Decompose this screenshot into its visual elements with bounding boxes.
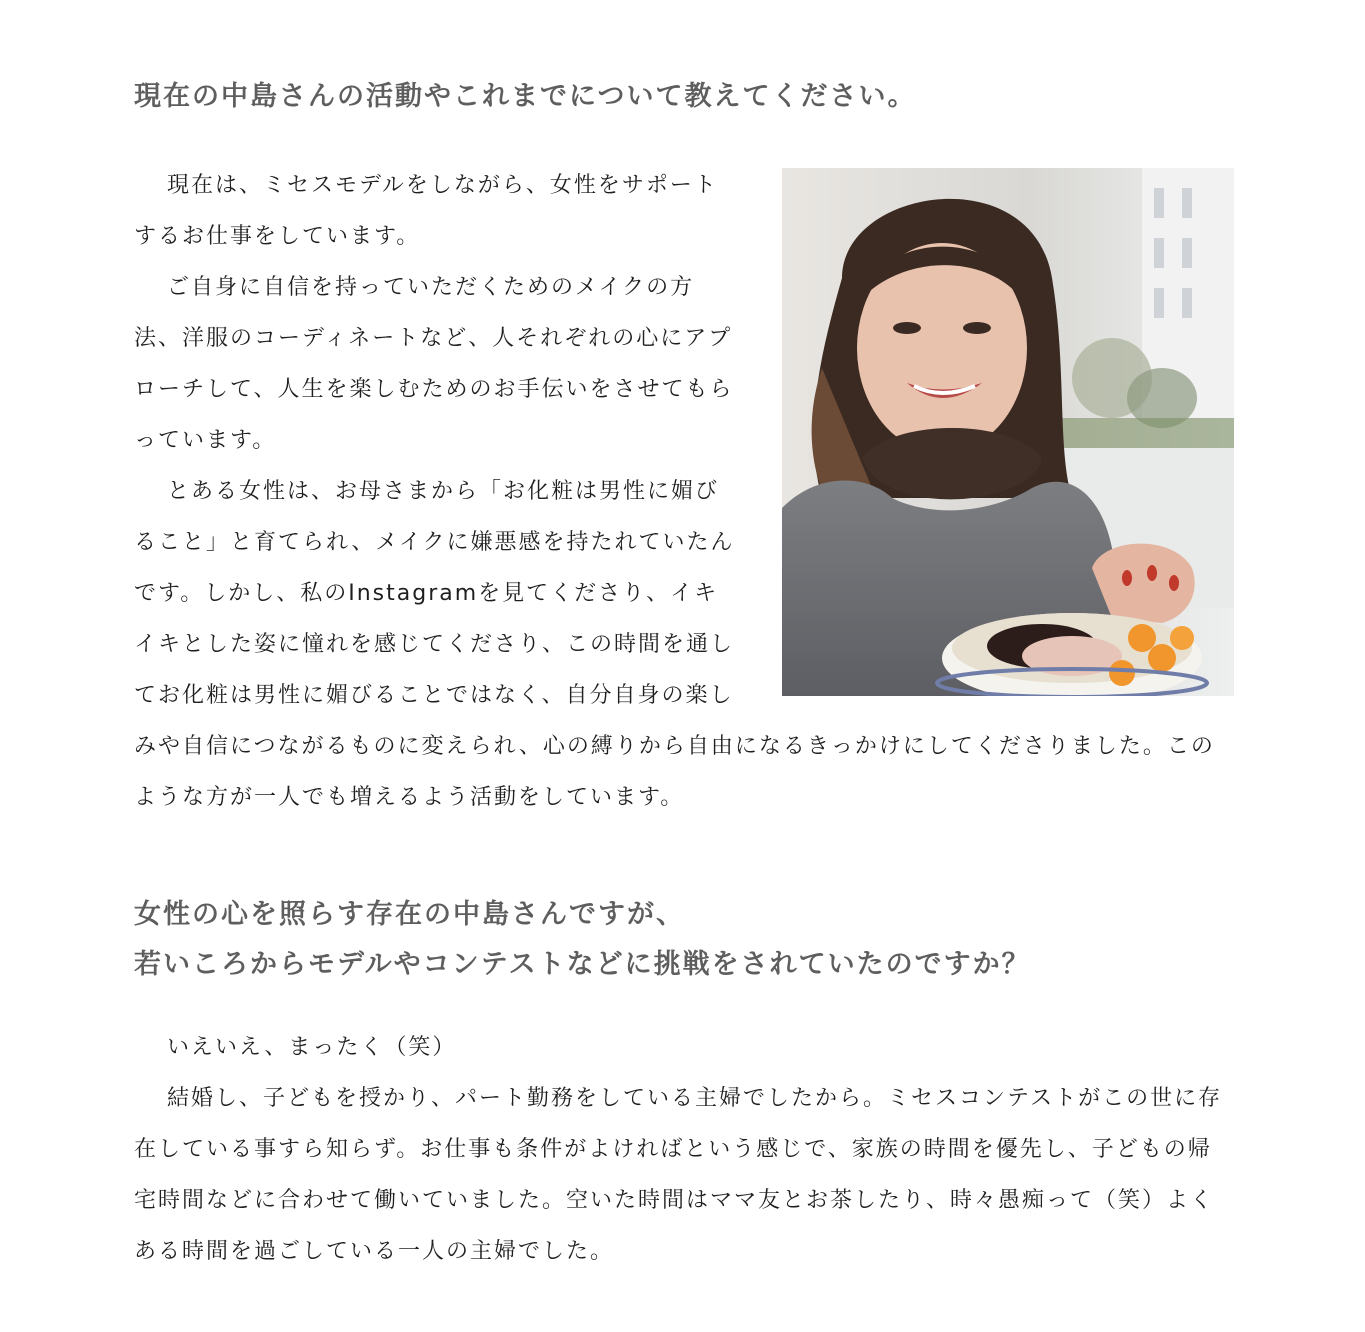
section1-paragraph-1: 現在は、ミセスモデルをしながら、女性をサポートするお仕事をしています。	[134, 173, 718, 249]
section2-body	[134, 1022, 1234, 1277]
section1-body	[134, 160, 1234, 823]
portrait-photo	[782, 168, 1234, 696]
section2-heading-line2: 若いころからモデルやコンテストなどに挑戦をされていたのですか？	[134, 949, 1031, 980]
section2-paragraph-1: いえいえ、まったく（笑）	[167, 1035, 457, 1060]
section1-paragraph-3: とある女性は、お母さまから「お化粧は男性に媚びること」と育てられ、メイクに嫌悪感を持たれていたんです。しかし、私のInstagramを見てくださり、イキイキとした姿に憧れを感じてくださり、この時間を通してお化粧は男性に媚びることではなく、自分自身の楽しみや自信につながるものに変えられ、心の縛りから自由になるきっかけにしてくださりました。このような方が一人でも増えるよう活動をしています。	[134, 479, 1215, 810]
section2-paragraph-2: 結婚し、子どもを授かり、パート勤務をしている主婦でしたから。ミセスコンテストがこの世に存在している事すら知らず。お仕事も条件がよければという感じで、家族の時間を優先し、子どもの帰宅時間などに合わせて働いていました。空いた時間はママ友とお茶したり、時々愚痴って（笑）よくある時間を過ごしている一人の主婦でした。	[134, 1086, 1223, 1264]
photo-illustration-icon	[782, 168, 1234, 696]
section2-heading-line1: 女性の心を照らす存在の中島さんですが、	[134, 899, 685, 930]
section1-heading: 現在の中島さんの活動やこれまでについて教えてください。	[134, 81, 917, 112]
section1-paragraph-2: ご自身に自信を持っていただくためのメイクの方法、洋服のコーディネートなど、人それぞれの心にアプローチして、人生を楽しむためのお手伝いをさせてもらっています。	[134, 275, 734, 453]
section2-heading	[134, 890, 1031, 990]
